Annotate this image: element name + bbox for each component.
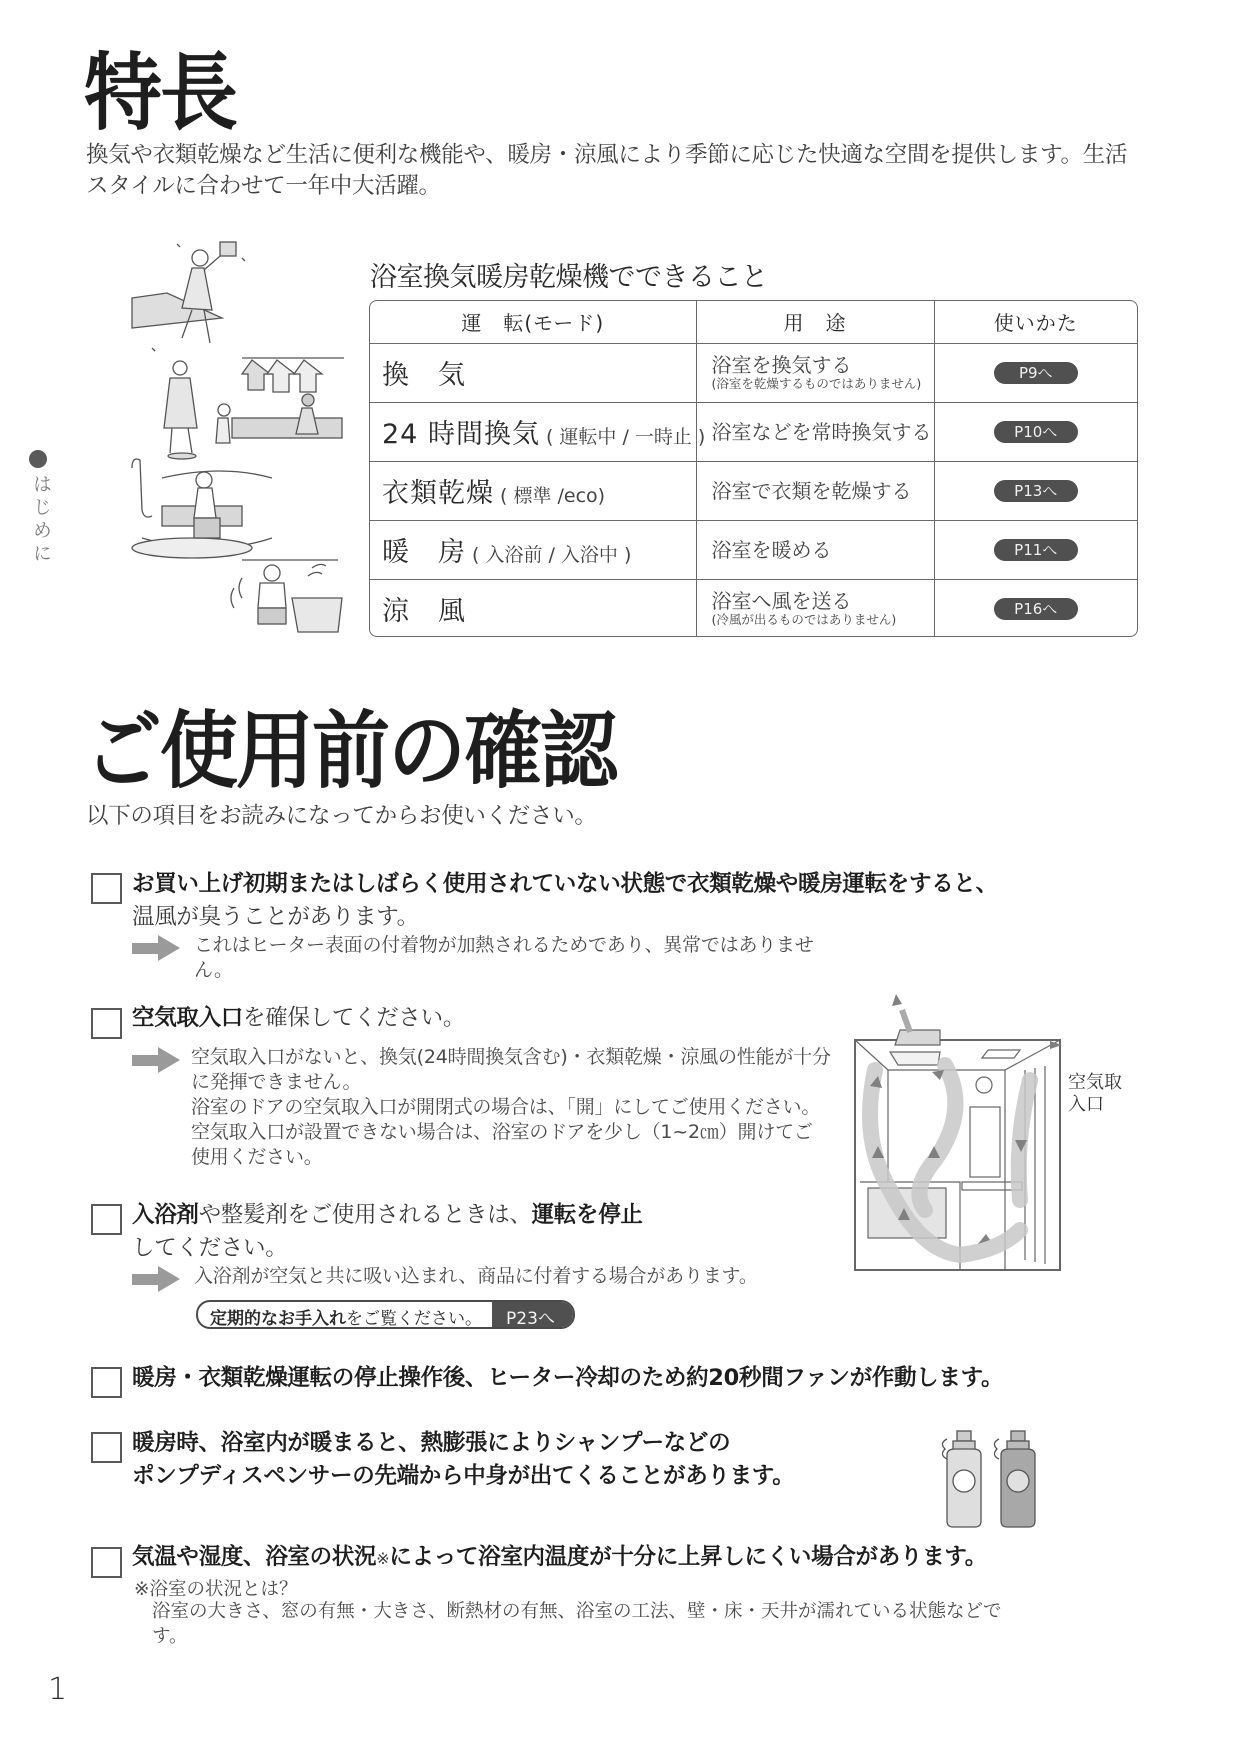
family-illustration xyxy=(112,238,348,634)
checkbox-5[interactable] xyxy=(91,1432,122,1463)
item-6-bold-1: 気温や湿度、浴室の状況 xyxy=(132,1544,377,1570)
pump-bottles-illustration xyxy=(935,1425,1055,1535)
column-header-howto: 使いかた xyxy=(934,301,1137,343)
page-cell xyxy=(934,402,1137,461)
mode-options: ( 標準 /eco) xyxy=(500,485,606,507)
mode-cell xyxy=(370,402,706,461)
table-row xyxy=(370,343,1137,402)
mode-name: 換 気 xyxy=(382,360,466,391)
use-note: (冷風が出るものではありません) xyxy=(711,612,897,628)
reference-text: 定期的なお手入れをご覧ください。 xyxy=(210,1309,482,1329)
item-1-note: これはヒーター表面の付着物が加熱されるためであり、異常ではありません。 xyxy=(194,934,814,981)
page-ref-badge[interactable]: P9へ xyxy=(994,362,1078,384)
check-item-3 xyxy=(132,1199,752,1265)
check-item-1 xyxy=(132,868,1132,934)
use-cell xyxy=(696,520,934,579)
page-number: 1 xyxy=(48,1672,68,1707)
column-header-use: 用 途 xyxy=(696,301,934,343)
reference-page: P23へ xyxy=(492,1302,573,1327)
page-ref-badge[interactable]: P13へ xyxy=(994,480,1078,502)
item-4-bold: 暖房・衣類乾燥運転の停止操作後、ヒーター冷却のため約20秒間ファンが作動します。 xyxy=(132,1365,1004,1391)
use-cell xyxy=(696,579,934,637)
check-item-5 xyxy=(132,1427,932,1493)
page-ref-badge[interactable]: P11へ xyxy=(994,539,1078,561)
item-2-note-1: 空気取入口がないと、換気(24時間換気含む)・衣類乾燥・涼風の性能が十分に発揮できません。 xyxy=(191,1046,831,1093)
item-1-bold: お買い上げ初期またはしばらく使用されていない状態で衣類乾燥や暖房運転をすると、 xyxy=(132,871,998,897)
mode-cell xyxy=(370,579,696,637)
features-table xyxy=(369,300,1138,637)
use-text: 浴室を暖める xyxy=(711,537,832,562)
mode-name: 涼 風 xyxy=(382,596,466,628)
side-tab xyxy=(28,450,52,566)
precheck-title: ご使用前の確認 xyxy=(84,703,617,801)
use-note: (浴室を乾燥するものではありません) xyxy=(711,376,922,391)
arrow-icon xyxy=(132,935,182,961)
use-cell xyxy=(696,343,934,402)
use-text: 浴室などを常時換気する xyxy=(711,419,932,444)
item-2-bold: 空気取入口 xyxy=(132,1005,244,1031)
air-intake-label: 空気取入口 xyxy=(1068,1072,1122,1115)
use-text: 浴室を換気する xyxy=(711,353,852,377)
item-6-bold-2: によって浴室内温度が十分に上昇しにくい場合があります。 xyxy=(389,1544,987,1570)
table-row xyxy=(370,579,1137,637)
check-item-4 xyxy=(132,1362,1142,1395)
table-row xyxy=(370,461,1137,520)
use-cell xyxy=(696,461,934,520)
item-3-bold-2: 運転を停止 xyxy=(531,1202,643,1228)
table-caption: 浴室換気暖房乾燥機でできること xyxy=(370,262,768,293)
mode-name: 暖 房 xyxy=(382,537,466,568)
item-1-normal: 温風が臭うことがあります。 xyxy=(132,904,419,930)
table-row xyxy=(370,520,1137,579)
item-3-note: 入浴剤が空気と共に吸い込まれ、商品に付着する場合があります。 xyxy=(194,1265,758,1287)
mode-options: ( 運転中 / 一時止 ) xyxy=(545,426,706,448)
footnote-mark: ※ xyxy=(376,1549,390,1568)
checkbox-3[interactable] xyxy=(91,1204,122,1235)
checkbox-6[interactable] xyxy=(91,1547,122,1578)
check-item-6 xyxy=(132,1541,1142,1575)
item-5-bold-line2: ポンプディスペンサーの先端から中身が出てくることがあります。 xyxy=(132,1463,795,1489)
table-row xyxy=(370,402,1137,461)
footnote-title: ※浴室の状況とは？ xyxy=(134,1579,298,1600)
table-header-row xyxy=(370,301,1137,343)
check-item-2 xyxy=(132,1002,465,1035)
page-cell xyxy=(934,579,1137,637)
mode-cell xyxy=(370,520,696,579)
side-tab-label: はじめに xyxy=(30,474,52,566)
features-title: 特長 xyxy=(84,45,237,143)
footnote-body: 浴室の大きさ、窓の有無・大きさ、断熱材の有無、浴室の工法、壁・床・天井が濡れている状態などです。 xyxy=(152,1601,1002,1647)
page-cell xyxy=(934,461,1137,520)
item-3-bold-1: 入浴剤 xyxy=(132,1202,199,1228)
arrow-icon xyxy=(132,1266,182,1292)
mode-cell xyxy=(370,461,696,520)
mode-cell xyxy=(370,343,696,402)
item-2-normal: を確保してください。 xyxy=(243,1005,466,1031)
precheck-intro: 以下の項目をお読みになってからお使いください。 xyxy=(86,803,597,829)
maintenance-reference-link[interactable] xyxy=(196,1300,575,1329)
page-ref-badge[interactable]: P16へ xyxy=(994,598,1078,620)
checkbox-4[interactable] xyxy=(91,1367,122,1398)
page-cell xyxy=(934,520,1137,579)
page-cell xyxy=(934,343,1137,402)
item-5-bold-line1: 暖房時、浴室内が暖まると、熱膨張によりシャンプーなどの xyxy=(132,1430,731,1456)
features-intro: 換気や衣類乾燥など生活に便利な機能や、暖房・涼風により季節に応じた快適な空間を提供します。生活スタイルに合わせて一年中大活躍。 xyxy=(86,142,1128,199)
bathroom-airflow-diagram xyxy=(850,990,1070,1280)
checkbox-1[interactable] xyxy=(91,873,122,904)
checkbox-2[interactable] xyxy=(91,1008,122,1039)
use-text: 浴室で衣類を乾燥する xyxy=(711,478,912,503)
use-cell xyxy=(696,402,934,461)
item-3-normal-2: してください。 xyxy=(132,1235,288,1261)
mode-name: 24 時間換気 xyxy=(382,419,540,450)
arrow-icon xyxy=(132,1047,182,1073)
mode-name: 衣類乾燥 xyxy=(382,478,494,509)
column-header-mode: 運 転(モード) xyxy=(370,301,696,343)
bullet-icon xyxy=(29,450,47,468)
item-3-normal-1: や整髪剤をご使用されるときは、 xyxy=(198,1202,532,1228)
item-2-note xyxy=(191,1045,831,1170)
mode-options: ( 入浴前 / 入浴中 ) xyxy=(472,544,632,566)
use-text: 浴室へ風を送る xyxy=(711,589,852,614)
page-ref-badge[interactable]: P10へ xyxy=(994,421,1078,443)
item-2-note-2: 浴室のドアの空気取入口が開閉式の場合は、「開」にしてご使用ください。空気取入口が設置できない場合は、浴室のドアを少し（1~2㎝）開けてご使用ください。 xyxy=(191,1096,821,1168)
